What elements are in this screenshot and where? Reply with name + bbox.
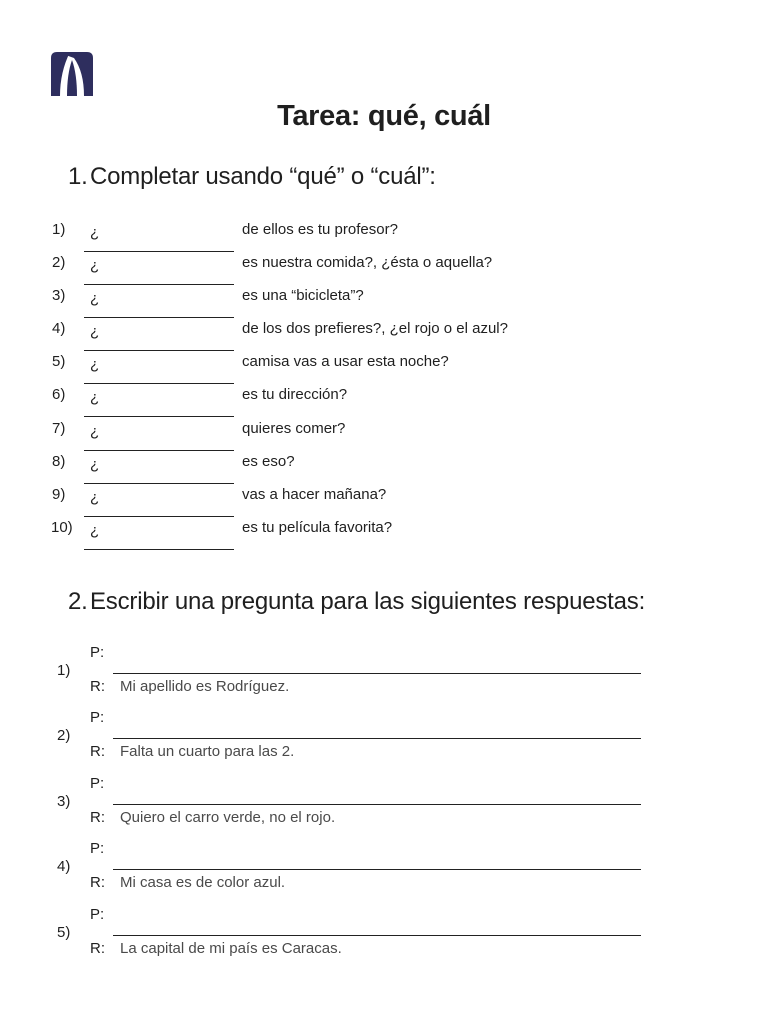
given-answer: Mi apellido es Rodríguez. [120,678,290,695]
r-label: R: [90,940,105,957]
given-answer: Quiero el carro verde, no el rojo. [120,809,336,826]
answer-blank[interactable] [84,221,234,252]
answer-blank[interactable] [84,287,234,318]
inverted-question-mark: ¿ [90,323,100,340]
r-label: R: [90,678,105,695]
section-2-heading [68,588,645,616]
question-item [0,906,768,970]
item-number: 7) [52,420,66,437]
inverted-question-mark: ¿ [90,456,100,473]
fill-in-row [0,386,768,419]
question-item [0,775,768,839]
p-label: P: [90,906,105,923]
question-text: de ellos es tu profesor? [242,221,398,238]
question-text: camisa vas a usar esta noche? [242,353,449,370]
item-number: 8) [52,453,66,470]
question-text: de los dos prefieres?, ¿el rojo o el azul? [242,320,508,337]
item-number: 3) [52,287,66,304]
inverted-question-mark: ¿ [90,356,100,373]
p-label: P: [90,644,105,661]
inverted-question-mark: ¿ [90,423,100,440]
item-number: 6) [52,386,66,403]
answer-blank[interactable] [84,320,234,351]
r-label: R: [90,809,105,826]
section-1-heading-text: Completar usando “qué” o “cuál”: [90,163,436,190]
institution-logo-icon [51,52,93,96]
answer-blank[interactable] [84,353,234,384]
item-number: 5) [57,924,71,941]
question-answer-line[interactable] [113,673,641,674]
fill-in-row [0,287,768,320]
item-number: 9) [52,486,66,503]
fill-in-row [0,320,768,353]
page-title: Tarea: qué, cuál [277,100,491,132]
question-answer-line[interactable] [113,869,641,870]
item-number: 3) [57,793,71,810]
section-1-heading [68,163,436,191]
question-answer-line[interactable] [113,738,641,739]
inverted-question-mark: ¿ [90,389,100,406]
question-item [0,644,768,708]
item-number: 1) [52,221,66,238]
p-label: P: [90,775,105,792]
question-text: es eso? [242,453,295,470]
fill-in-row [0,519,768,552]
question-answer-line[interactable] [113,804,641,805]
item-number: 10) [51,519,73,536]
section-2-heading-text: Escribir una pregunta para las siguientes respuestas: [90,588,646,615]
item-number: 4) [57,858,71,875]
fill-in-row [0,420,768,453]
question-answer-line[interactable] [113,935,641,936]
fill-in-row [0,221,768,254]
answer-blank[interactable] [84,386,234,417]
question-text: quieres comer? [242,420,346,437]
given-answer: Mi casa es de color azul. [120,874,286,891]
section-1-number: 1. [68,163,88,190]
question-text: es tu dirección? [242,386,348,403]
answer-blank[interactable] [84,254,234,285]
answer-blank[interactable] [84,453,234,484]
inverted-question-mark: ¿ [90,224,100,241]
r-label: R: [90,874,105,891]
question-item [0,840,768,904]
p-label: P: [90,840,105,857]
p-label: P: [90,709,105,726]
fill-in-row [0,353,768,386]
fill-in-row [0,453,768,486]
item-number: 4) [52,320,66,337]
given-answer: La capital de mi país es Caracas. [120,940,342,957]
item-number: 1) [57,662,71,679]
section-2-number: 2. [68,588,88,615]
answer-blank[interactable] [84,486,234,517]
item-number: 2) [52,254,66,271]
question-text: es una “bicicleta”? [242,287,364,304]
question-text: es nuestra comida?, ¿ésta o aquella? [242,254,493,271]
question-text: vas a hacer mañana? [242,486,387,503]
inverted-question-mark: ¿ [90,522,100,539]
question-text: es tu película favorita? [242,519,393,536]
item-number: 5) [52,353,66,370]
question-item [0,709,768,773]
fill-in-row [0,254,768,287]
answer-blank[interactable] [84,420,234,451]
r-label: R: [90,743,105,760]
item-number: 2) [57,727,71,744]
inverted-question-mark: ¿ [90,290,100,307]
given-answer: Falta un cuarto para las 2. [120,743,295,760]
inverted-question-mark: ¿ [90,489,100,506]
fill-in-row [0,486,768,519]
inverted-question-mark: ¿ [90,257,100,274]
answer-blank[interactable] [84,519,234,550]
